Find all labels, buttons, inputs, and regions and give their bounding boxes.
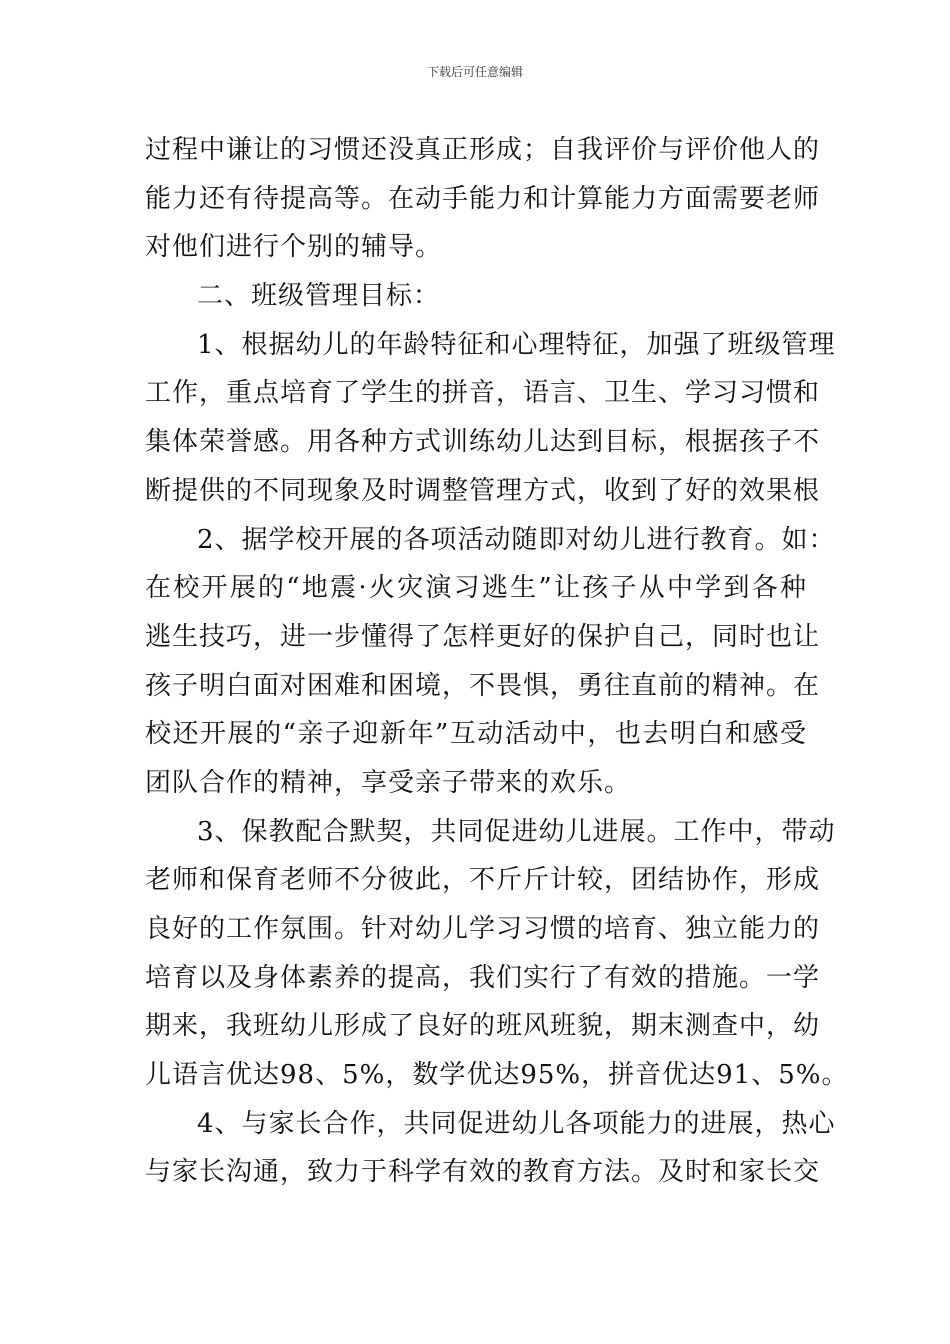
text-line: 工作，重点培育了学生的拼音，语言、卫生、学习习惯和 (145, 378, 821, 409)
text-line: 2、据学校开展的各项活动随即对幼儿进行教育。如： (197, 524, 836, 555)
text-line: 集体荣誉感。用各种方式训练幼儿达到目标，根据孩子不 (145, 427, 821, 458)
document-body (145, 126, 849, 1197)
text-line: 老师和保育老师不分彼此，不斤斤计较，团结协作，形成 (145, 865, 821, 896)
text-line: 团队合作的精神，享受亲子带来的欢乐。 (145, 767, 632, 798)
text-line: 3、保教配合默契，共同促进幼儿进展。工作中，带动 (197, 816, 836, 847)
text-line: 校还开展的“亲子迎新年”互动活动中，也去明白和感受 (145, 719, 807, 750)
text-line: 孩子明白面对困难和困境，不畏惧，勇往直前的精神。在 (145, 670, 821, 701)
section-heading: 二、班级管理目标： (197, 281, 441, 312)
text-line: 4、与家长合作，共同促进幼儿各项能力的进展，热心 (197, 1108, 836, 1139)
text-line: 1、根据幼儿的年龄特征和心理特征，加强了班级管理 (197, 329, 836, 360)
text-line: 在校开展的“地震·火灾演习逃生”让孩子从中学到各种 (145, 573, 807, 604)
text-line: 能力还有待提高等。在动手能力和计算能力方面需要老师 (145, 183, 821, 214)
text-line: 断提供的不同现象及时调整管理方式，收到了好的效果根 (145, 475, 821, 506)
text-line: 期来，我班幼儿形成了良好的班风班貌，期末测查中，幼 (145, 1011, 821, 1042)
text-line: 对他们进行个别的辅导。 (145, 232, 443, 263)
text-line: 儿语言优达98、5%，数学优达95%，拼音优达91、5%。 (145, 1060, 849, 1091)
text-line: 良好的工作氛围。针对幼儿学习习惯的培育、独立能力的 (145, 914, 821, 944)
text-line: 与家长沟通，致力于科学有效的教育方法。及时和家长交 (145, 1157, 821, 1188)
page-header: 下载后可任意编辑 (426, 65, 523, 79)
text-line: 过程中谦让的习惯还没真正形成；自我评价与评价他人的 (145, 135, 821, 165)
text-line: 逃生技巧，进一步懂得了怎样更好的保护自己，同时也让 (145, 621, 821, 652)
text-line: 培育以及身体素养的提高，我们实行了有效的措施。一学 (145, 962, 821, 993)
